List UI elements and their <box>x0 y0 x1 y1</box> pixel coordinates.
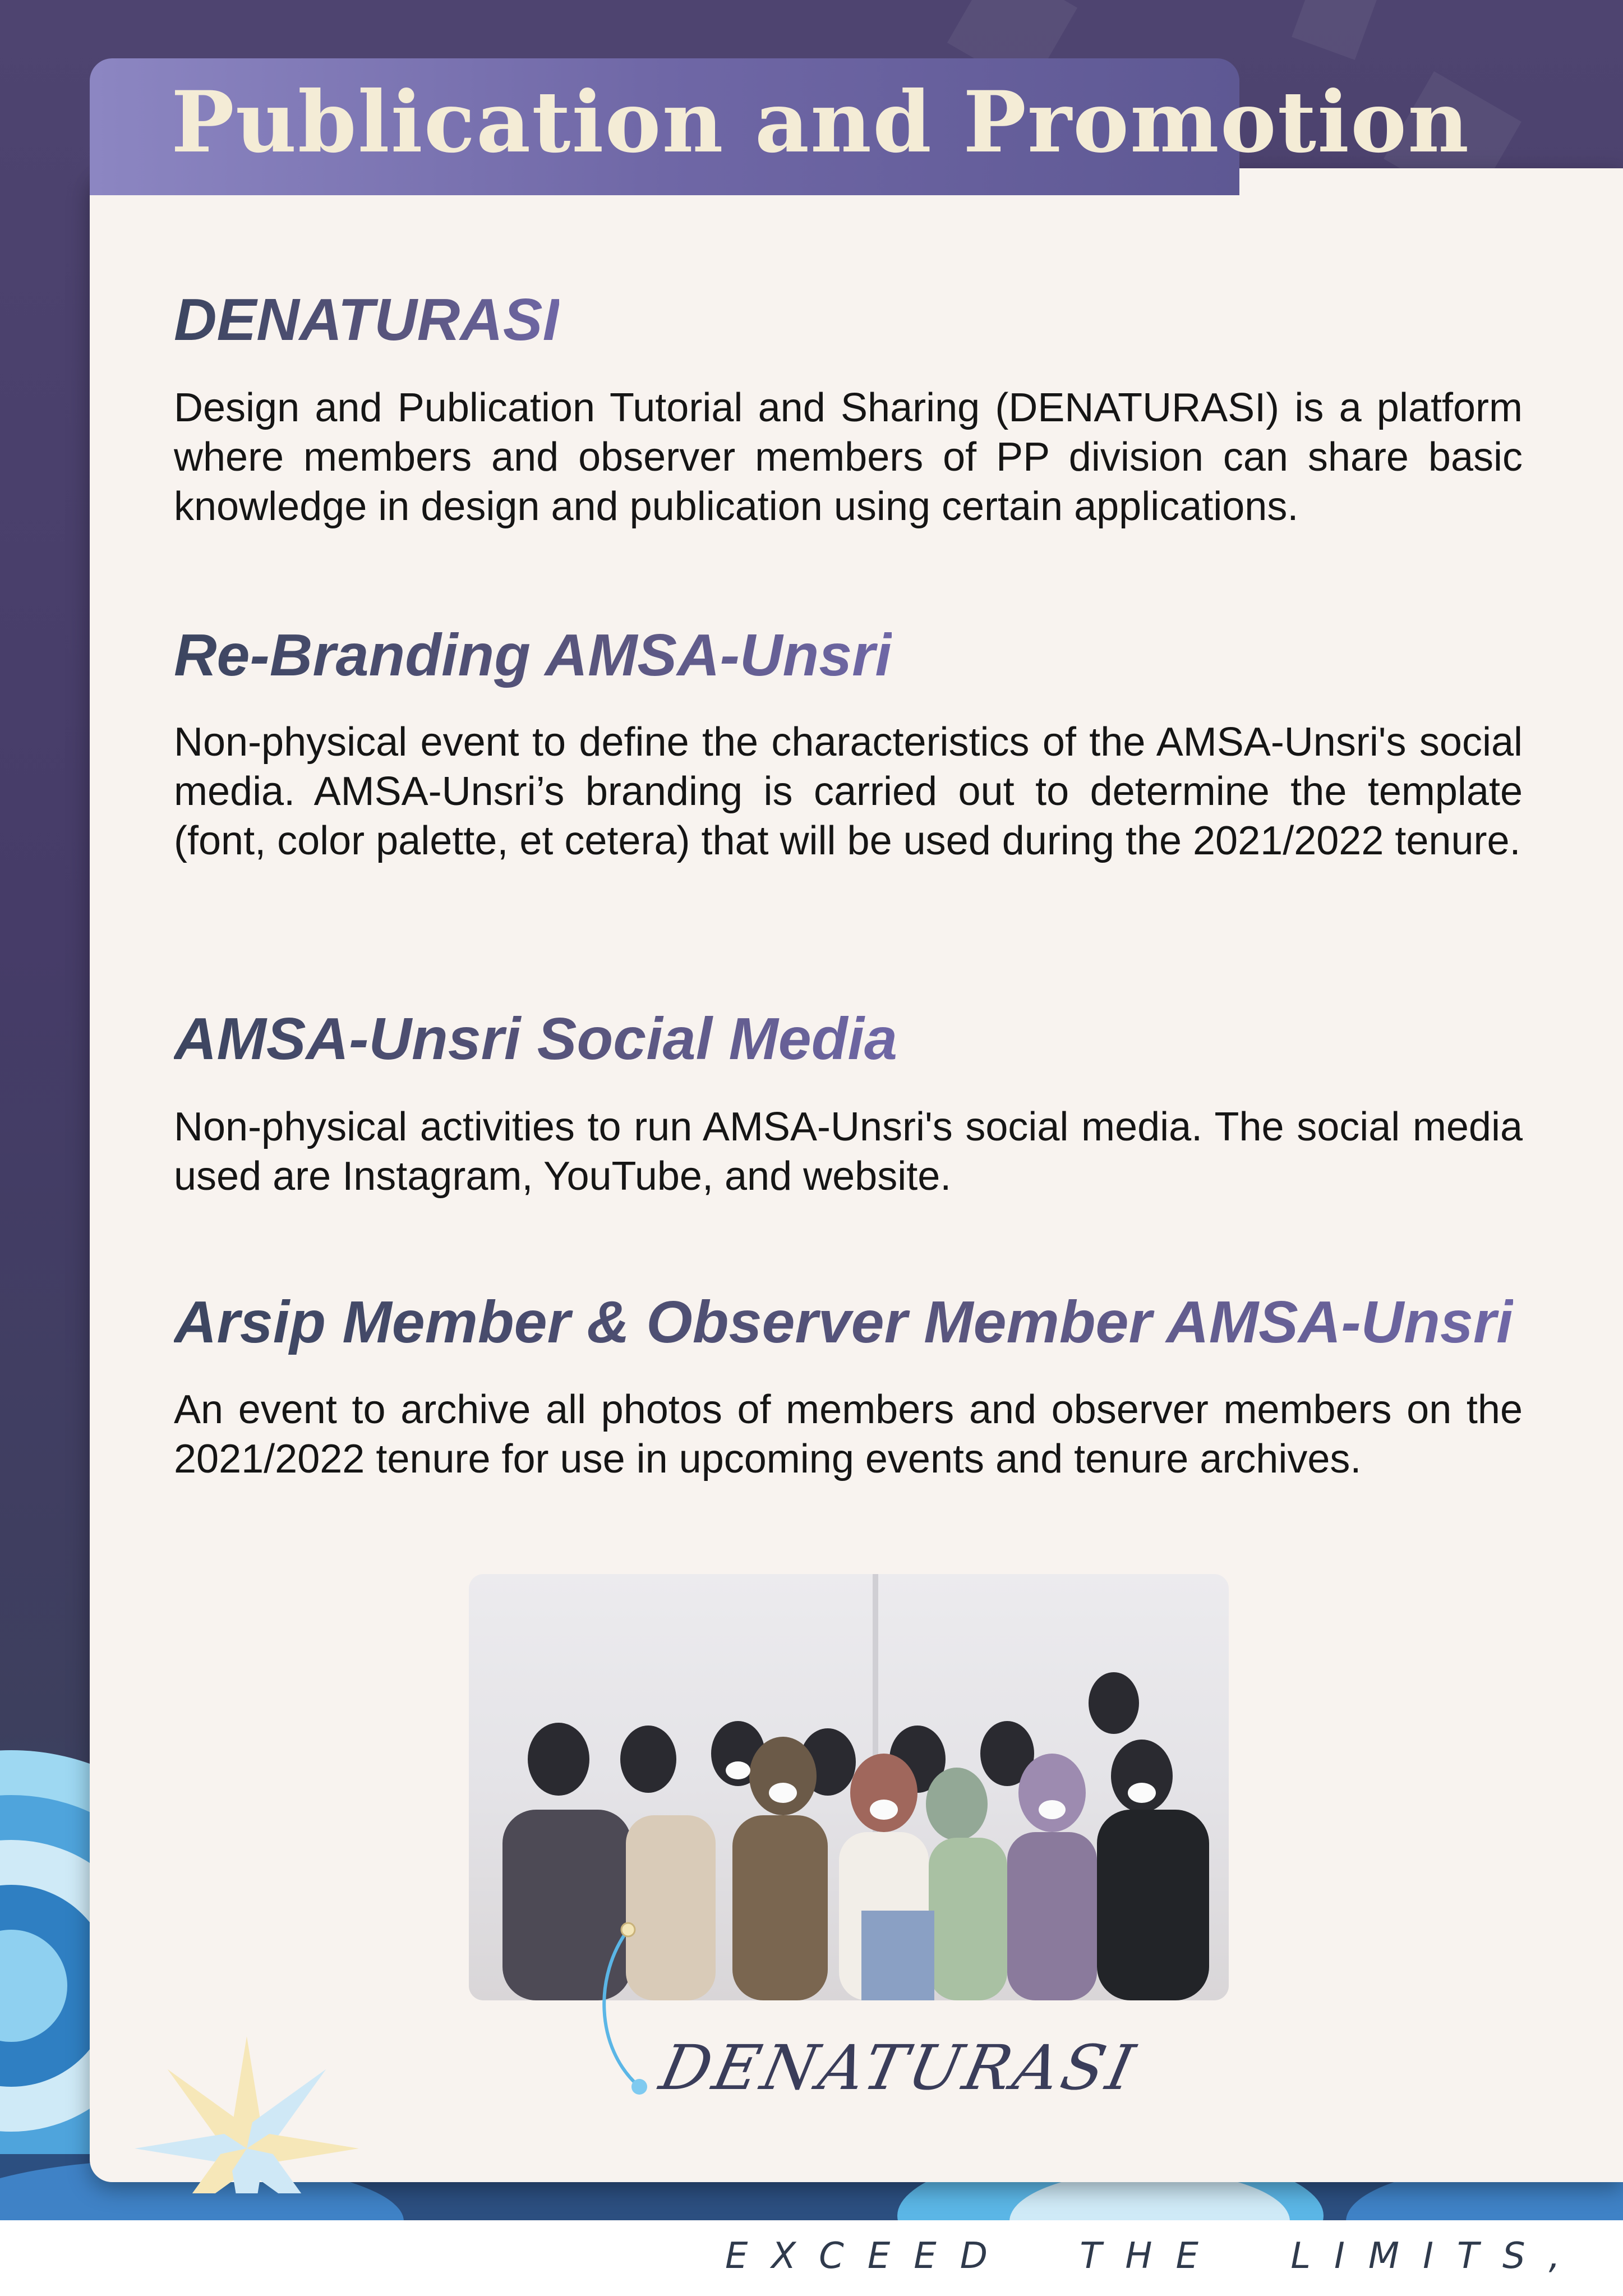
section-heading-rebranding: Re-Branding AMSA-Unsri <box>174 622 892 688</box>
section-heading-social-media: AMSA-Unsri Social Media <box>174 1006 897 1072</box>
section-body-social-media: Non-physical activities to run AMSA-Unsri's social media. The social media used are Instagram, YouTube, and website. <box>174 1105 1523 1199</box>
section-body-denaturasi: Design and Publication Tutorial and Sharing (DENATURASI) is a platform where members and observer members of PP division can share basic knowledge in design and publication using certain applications. <box>174 385 1523 529</box>
footer-tagline: EXCEED THE LIMITS, <box>725 2235 1584 2277</box>
star-ornament-icon <box>126 2025 367 2193</box>
section-heading-arsip-member: Arsip Member & Observer Member AMSA-Unsri <box>174 1289 1513 1355</box>
background-diamond <box>1292 0 1378 60</box>
section-body-rebranding: Non-physical event to define the characteristics of the AMSA-Unsri's social media. AMSA-Unsri’s branding is carried out to determine the template (font, color palette, et cetera) that will be used during the 2021/2022 tenure. <box>174 720 1523 863</box>
section-heading-denaturasi: DENATURASI <box>174 287 560 353</box>
photo-caption: DENATURASI <box>654 2032 1144 2104</box>
page-title: Publication and Promotion <box>171 73 1470 172</box>
section-body-arsip-member: An event to archive all photos of members and observer members on the 2021/2022 tenure for use in upcoming events and tenure archives. <box>174 1387 1523 1481</box>
